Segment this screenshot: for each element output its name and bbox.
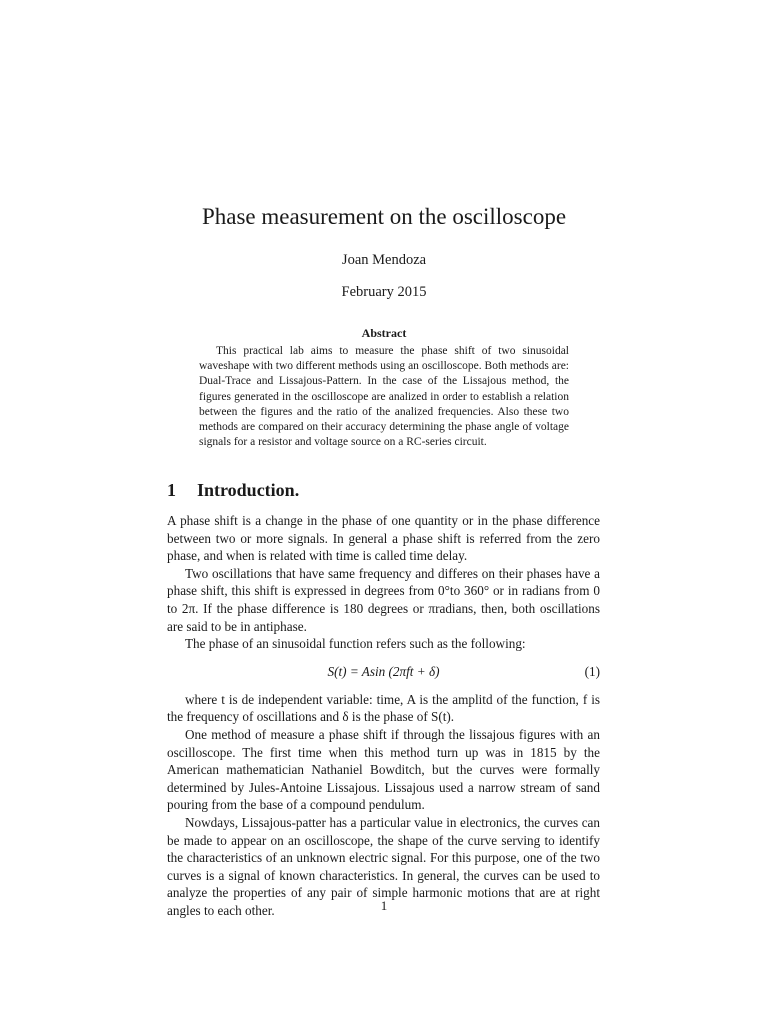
section-heading (167, 480, 607, 501)
paragraph: A phase shift is a change in the phase of one quantity or in the phase difference between two or more signals. In general a phase shift is referred from the zero phase, and when is related with time is called time delay. (167, 513, 600, 564)
publication-date: February 2015 (341, 284, 427, 300)
equation (167, 657, 600, 687)
section-title: Introduction. (197, 480, 300, 500)
paragraph: Nowdays, Lissajous-patter has a particular value in electronics, the curves can be made to appear on an oscilloscope, the shape of the curve serving to identify the characteristics of an unknown electric signal. For this purpose, one of the two curves is a signal of known characteristics. In general, the curves can be used to analyze the properties of any pair of simple harmonic motions that are at right angles to each other. (167, 814, 600, 918)
paragraph: The phase of an sinusoidal function refers such as the following: (185, 636, 526, 652)
paragraph: Two oscillations that have same frequency and differes on their phases have a phase shift, this shift is expressed in degrees from 0°to 360° or in radians from 0 to 2π. If the phase difference is 180 degrees or πradians, then, both oscillations are said to be in antiphase. (167, 565, 600, 634)
paragraph: where t is de independent variable: time, A is the amplitd of the function, f is the frequency of oscillations and δ is the phase of S(t). (167, 691, 600, 725)
paragraph: One method of measure a phase shift if through the lissajous figures with an oscilloscope. The first time when this method turn up was in 1815 by the American mathematician Nathaniel Bowditch, but the curves were formally determined by Jules-Antoine Lissajous. Lissajous used a narrow stream of sand pouring from the base of a compound pendulum. (167, 726, 600, 813)
abstract-heading: Abstract (361, 326, 407, 340)
equation-number: (1) (584, 663, 600, 679)
paper-title: Phase measurement on the oscilloscope (201, 204, 567, 229)
equation-formula: S(t) = Asin (2πft + δ) (327, 663, 440, 679)
abstract-text: This practical lab aims to measure the phase shift of two sinusoidal waveshape with two different methods using an oscilloscope. Both methods are: Dual-Trace and Lissajous-Pattern. In the case of the Lissajous method, the figures generated in the oscilloscope are analized in order to establish a relation between the figures and the ratio of the analized frequencies. Also these two methods are compared on their accuracy determining the phase angle of voltage signals for a resistor and voltage source on a RC-series circuit. (199, 345, 569, 449)
author-name: Joan Mendoza (341, 252, 427, 268)
section-number: 1 (167, 480, 176, 500)
body-text (167, 512, 600, 919)
page-number: 1 (380, 898, 388, 913)
